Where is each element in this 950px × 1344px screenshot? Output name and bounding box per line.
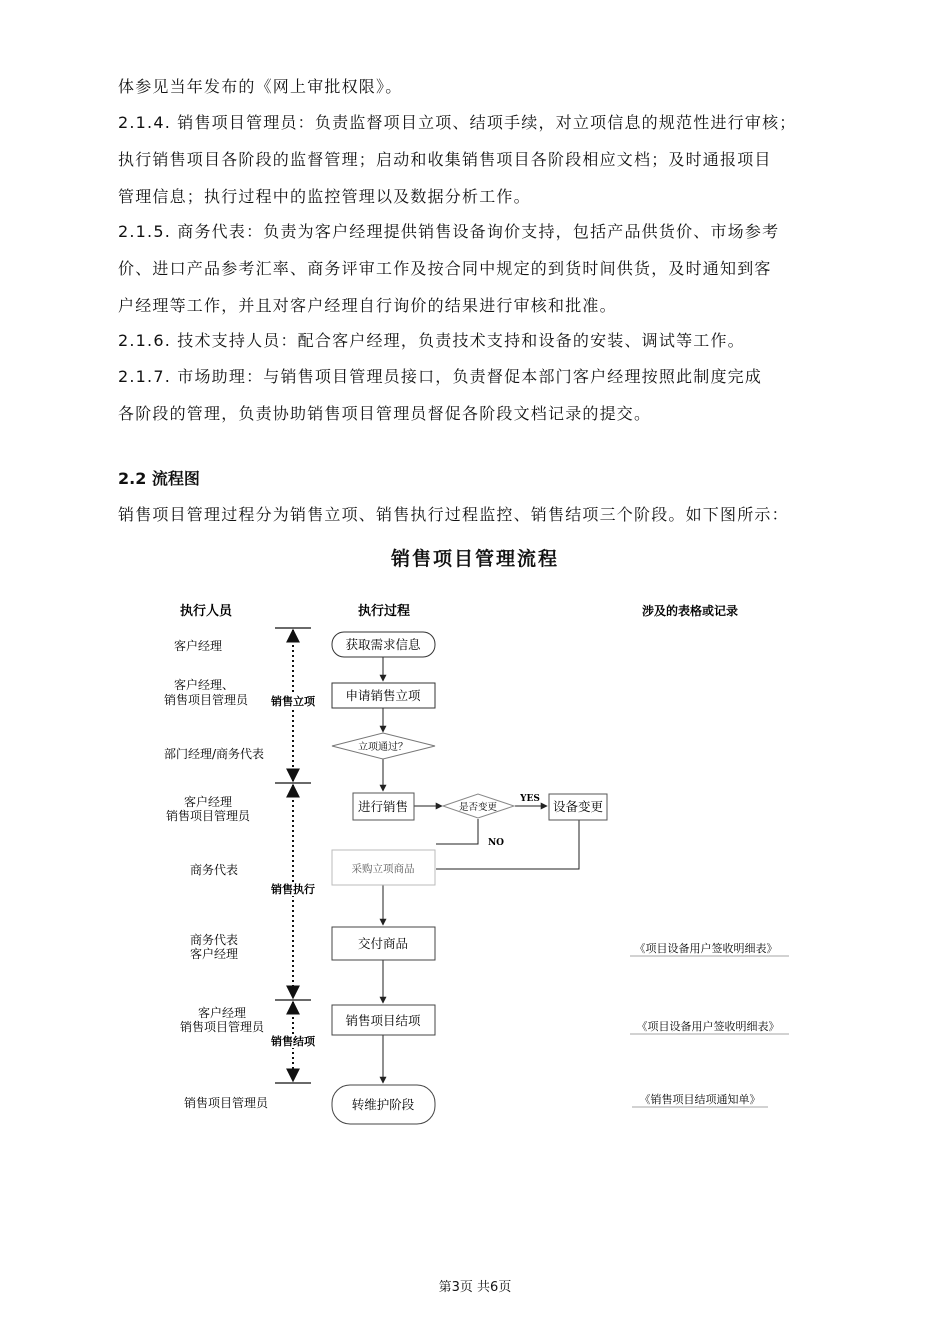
person-label: 客户经理 bbox=[173, 639, 223, 653]
node-label: 转维护阶段 bbox=[351, 1097, 415, 1112]
people-column bbox=[164, 638, 269, 1110]
record-label: 《销售项目结项通知单》 bbox=[639, 1093, 761, 1106]
person-label: 商务代表 bbox=[189, 933, 239, 947]
person-label: 销售项目管理员 bbox=[183, 1096, 269, 1110]
paragraph-2-1-7 bbox=[118, 358, 848, 432]
text-line: 价、进口产品参考汇率、商务评审工作及按合同中规定的到货时间供货，及时通知到客 bbox=[118, 259, 772, 278]
node-label: 交付商品 bbox=[357, 936, 409, 951]
node-label: 获取需求信息 bbox=[345, 637, 421, 652]
person-label: 商务代表 bbox=[189, 863, 239, 877]
person-label: 客户经理 bbox=[197, 1006, 247, 1020]
person-label: 销售项目管理员 bbox=[165, 809, 251, 823]
no-label: NO bbox=[487, 838, 505, 848]
record-label: 《项目设备用户签收明细表》 bbox=[634, 942, 778, 955]
node-label: 申请销售立项 bbox=[345, 688, 421, 703]
yes-label: YES bbox=[520, 794, 540, 804]
node-label: 立项通过？ bbox=[358, 742, 408, 753]
text-line: 体参见当年发布的《网上审批权限》。 bbox=[118, 77, 403, 96]
column-header-people: 执行人员 bbox=[179, 604, 233, 619]
paragraph-2-1-5 bbox=[118, 213, 848, 324]
phase-label: 销售执行 bbox=[271, 883, 315, 896]
node-execute bbox=[353, 793, 414, 820]
node-purchase bbox=[332, 850, 435, 885]
record-label: 《项目设备用户签收明细表》 bbox=[636, 1020, 780, 1033]
paragraph-0 bbox=[118, 68, 848, 105]
person-label: 客户经理、 bbox=[173, 678, 235, 692]
page-footer: 第3页 共6页 bbox=[438, 1280, 512, 1295]
node-approved-decision bbox=[332, 733, 435, 759]
node-close bbox=[332, 1005, 435, 1035]
text-line: 2.1.4. 销售项目管理员：负责监督项目立项、结项手续，对立项信息的规范性进行审核； bbox=[118, 113, 797, 132]
column-header-records: 涉及的表格或记录 bbox=[641, 604, 739, 618]
column-header-process: 执行过程 bbox=[357, 604, 411, 619]
text-line: 2.1.5. 商务代表：负责为客户经理提供销售设备询价支持，包括产品供货价、市场参考 bbox=[118, 222, 780, 241]
node-change bbox=[549, 794, 607, 820]
node-apply bbox=[332, 683, 435, 708]
paragraph-2-1-6 bbox=[118, 322, 848, 359]
paragraph-2-1-4 bbox=[118, 104, 848, 215]
text-line: 销售项目管理过程分为销售立项、销售执行过程监控、销售结项三个阶段。如下图所示： bbox=[118, 505, 789, 524]
flowchart-title: 销售项目管理流程 bbox=[390, 548, 559, 570]
text-line: 各阶段的管理，负责协助销售项目管理员督促各阶段文档记录的提交。 bbox=[118, 404, 652, 423]
person-label: 销售项目管理员 bbox=[179, 1020, 265, 1034]
node-label: 采购立项商品 bbox=[351, 863, 415, 875]
text-line: 2.1.6. 技术支持人员：配合客户经理，负责技术支持和设备的安装、调试等工作。 bbox=[118, 331, 745, 350]
node-label: 销售项目结项 bbox=[345, 1013, 421, 1028]
text-line: 2.1.7. 市场助理：与销售项目管理员接口，负责督促本部门客户经理按照此制度完成 bbox=[118, 367, 763, 386]
section-intro bbox=[118, 496, 848, 533]
node-maintain bbox=[332, 1085, 435, 1124]
phase-label: 销售立项 bbox=[271, 695, 315, 708]
node-label: 设备变更 bbox=[552, 799, 604, 814]
section-heading: 2.2 流程图 bbox=[118, 469, 200, 488]
text-line: 户经理等工作，并且对客户经理自行询价的结果进行审核和批准。 bbox=[118, 296, 617, 315]
records-column bbox=[630, 941, 789, 1107]
node-label: 进行销售 bbox=[357, 799, 409, 814]
node-change-decision bbox=[443, 794, 514, 818]
node-label: 是否变更 bbox=[458, 802, 498, 813]
person-label: 销售项目管理员 bbox=[163, 693, 249, 707]
node-start bbox=[332, 632, 435, 657]
node-deliver bbox=[332, 927, 435, 960]
phase-label: 销售结项 bbox=[271, 1035, 315, 1048]
person-label: 客户经理 bbox=[183, 795, 233, 809]
text-line: 管理信息；执行过程中的监控管理以及数据分析工作。 bbox=[118, 187, 531, 206]
person-label: 客户经理 bbox=[189, 947, 239, 961]
text-line: 执行销售项目各阶段的监督管理；启动和收集销售项目各阶段相应文档；及时通报项目 bbox=[118, 150, 772, 169]
person-label: 部门经理/商务代表 bbox=[163, 747, 265, 761]
flowchart bbox=[0, 590, 950, 1190]
